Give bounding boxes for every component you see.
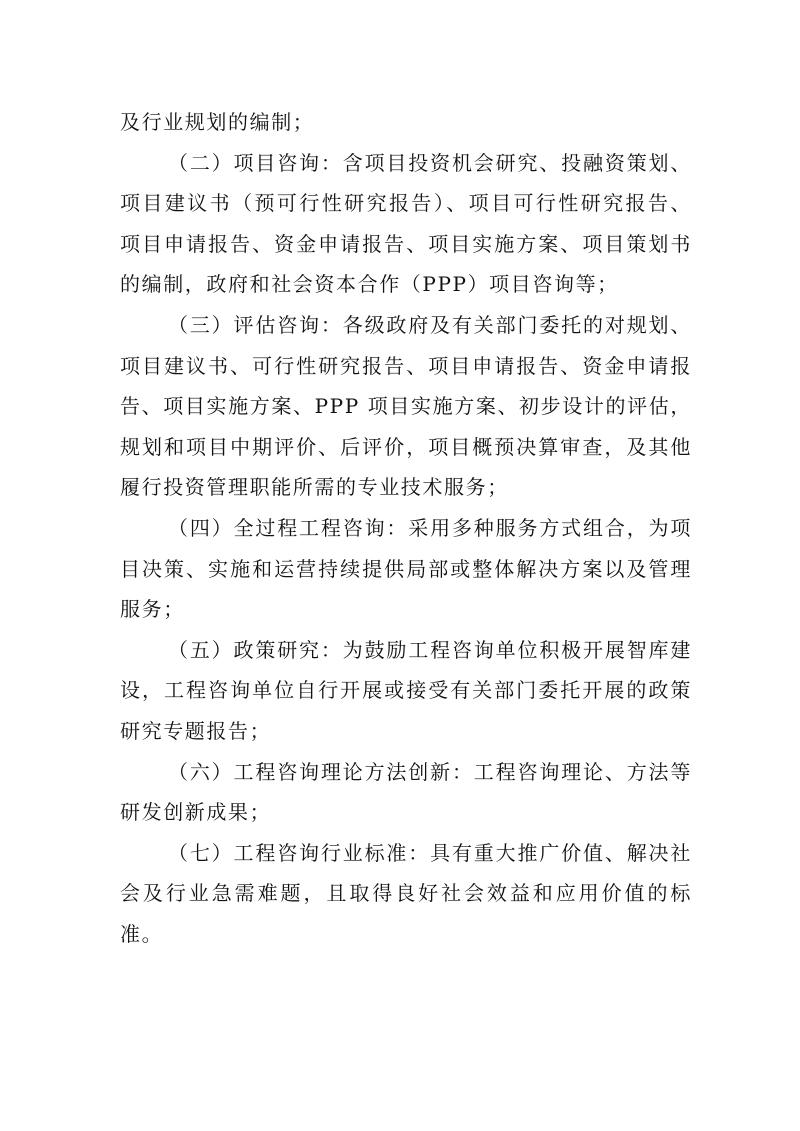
paragraph-policy-research: （五）政策研究：为鼓励工程咨询单位积极开展智库建设，工程咨询单位自行开展或接受有关部门委托开展的政策研究专题报告； [120,637,692,743]
paragraph-whole-process-consulting: （四）全过程工程咨询：采用多种服务方式组合，为项目决策、实施和运营持续提供局部或整体解决方案以及管理服务； [120,515,692,622]
document-body [120,102,692,954]
paragraph-continuation: 及行业规划的编制； [120,110,315,134]
paragraph-evaluation-consulting: （三）评估咨询：各级政府及有关部门委托的对规划、项目建议书、可行性研究报告、项目申请报告、资金申请报告、项目实施方案、PPP 项目实施方案、初步设计的评估，规划和项目中期评价、后评价，项目概预决算审查，及其他履行投资管理职能所需的专业技术服务； [120,312,692,500]
paragraph-theory-method-innovation: （六）工程咨询理论方法创新：工程咨询理论、方法等研发创新成果； [120,759,692,825]
paragraph-industry-standards: （七）工程咨询行业标准：具有重大推广价值、解决社会及行业急需难题，且取得良好社会效益和应用价值的标准。 [120,840,692,946]
paragraph-project-consulting: （二）项目咨询：含项目投资机会研究、投融资策划、项目建议书（预可行性研究报告）、项目可行性研究报告、项目申请报告、资金申请报告、项目实施方案、项目策划书的编制，政府和社会资本合作（PPP）项目咨询等； [120,150,692,297]
